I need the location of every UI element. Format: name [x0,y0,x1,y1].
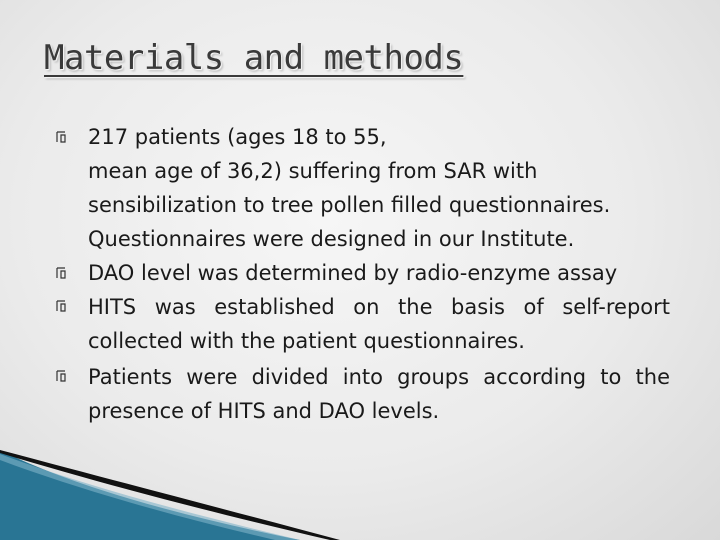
bullet-text-line: presence of HITS and DAO levels. [88,399,440,423]
bullet-icon [56,370,66,382]
bullet-icon [56,131,66,143]
bullet-text-line: Patients were divided into groups according to the [88,365,670,389]
bullet-icon [56,300,66,312]
decorative-swoosh [0,450,720,540]
bullet-icon [56,267,66,279]
bullet-text-line: Questionnaires were designed in our Institute. [88,227,575,251]
bullet-text-line: 217 patients (ages 18 to 55, [88,125,387,149]
bullet-text-line: DAO level was determined by radio-enzyme assay [88,261,618,285]
bullet-text-line: sensibilization to tree pollen filled questionnaires. [88,193,611,217]
bullet-text-line: HITS was established on the basis of self-report [88,295,670,319]
slide-title: Materials and methods [44,38,464,78]
bullet-text-line: collected with the patient questionnaires. [88,329,525,353]
bullet-text-line: mean age of 36,2) suffering from SAR with [88,159,538,183]
